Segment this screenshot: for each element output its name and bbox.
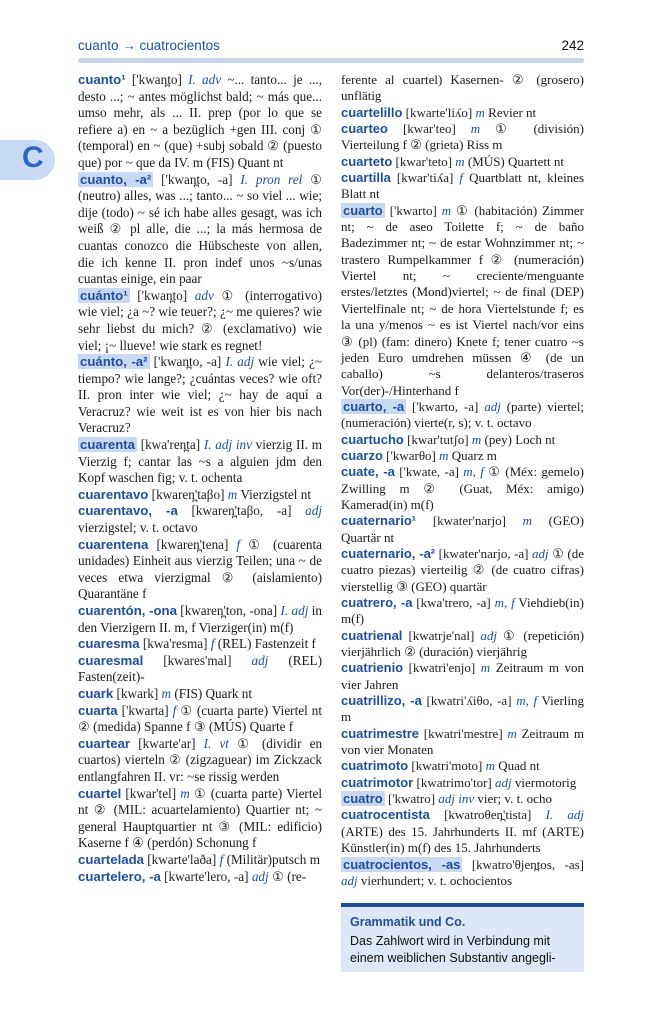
entry-definition: ① (cuarta parte) Viertel nt ② (MIL: acuartelamiento) Quartier nt; ~ general Hauptquartier nt ③ (MIL: edificio) Kaserne f ④ (perdón) Schonung f bbox=[78, 785, 323, 851]
entry-part-of-speech: adj inv bbox=[438, 791, 475, 807]
entry-part-of-speech: m, f bbox=[463, 464, 484, 480]
dictionary-entry bbox=[341, 595, 584, 628]
dictionary-entry bbox=[78, 288, 322, 354]
entry-pronunciation: [kwatri'ʎiθo, -a] bbox=[426, 693, 512, 709]
entry-part-of-speech: adj bbox=[484, 398, 501, 414]
dictionary-entry bbox=[78, 852, 322, 869]
entry-pronunciation: [kwarte'ar] bbox=[138, 735, 196, 751]
entry-pronunciation: [kwatro'θjen̪tos, -as] bbox=[471, 856, 584, 872]
entry-definition: (MÚS) Quartett nt bbox=[467, 153, 564, 169]
dictionary-entry bbox=[341, 758, 584, 774]
entry-headword: cuaresma bbox=[78, 636, 140, 652]
dictionary-entry bbox=[78, 72, 322, 172]
entry-definition: ① (Méx: gemelo) Zwilling m ② (Guat, Méx: amigo) Kamerad(in) m(f) bbox=[341, 464, 584, 512]
dictionary-entry bbox=[78, 653, 322, 686]
entry-part-of-speech: m bbox=[470, 121, 481, 137]
entry-definition: Quartblatt nt, kleines Blatt nt bbox=[341, 170, 585, 202]
entry-definition: ~... tanto... je ..., desto ...; ~ antes möglichst bald; ~ más que... umso mehr, als ... II. prep (por lo que se refiere a) en ~ a bezüglich +gen III. conj ① (temporal) en ~ (que) +subj sobald ② (puesto que) por ~ que da IV. m (FIS) Quant nt bbox=[78, 72, 323, 170]
dictionary-entry bbox=[78, 603, 322, 636]
running-head: cuanto → cuatrocientos bbox=[78, 38, 220, 53]
dictionary-entry bbox=[341, 432, 584, 448]
entry-definition: (Militär)putsch m bbox=[226, 851, 320, 867]
entry-part-of-speech: m bbox=[180, 785, 190, 801]
dictionary-entry bbox=[341, 775, 584, 791]
entry-pronunciation: ['kwan̪to] bbox=[131, 72, 182, 87]
dictionary-entry bbox=[78, 503, 322, 536]
entry-pronunciation: ['kwarto, -a] bbox=[412, 398, 479, 414]
entry-pronunciation: [kwarte'lero, -a] bbox=[164, 868, 249, 884]
entry-headword: cuate, -a bbox=[341, 464, 395, 480]
entry-definition: vier; v. t. ocho bbox=[477, 791, 552, 807]
dictionary-column-right bbox=[341, 72, 584, 889]
entry-headword: cuartelero, -a bbox=[78, 868, 161, 884]
entry-pronunciation: [kwar'teto] bbox=[395, 153, 453, 169]
entry-part-of-speech: I. adj bbox=[280, 603, 309, 618]
entry-definition: ferente al cuartel) Kasernen- ② (grosero) unflätig bbox=[341, 72, 584, 104]
entry-part-of-speech: m bbox=[475, 104, 485, 120]
entry-pronunciation: [kwa'ren̪ta] bbox=[140, 437, 201, 453]
page-number: 242 bbox=[561, 38, 584, 53]
entry-pronunciation: [kwaren̪'taβo] bbox=[151, 486, 225, 502]
entry-definition: wie viel; ¿~ tiempo? wie lange?; ¿cuántas veces? wie oft? II. pron inter wie viel; ¿~ hay de aquí a Veracruz? wie weit ist es von hier bis nach Veracruz? bbox=[78, 354, 323, 436]
entry-definition: in den Vierzigern II. m, f Vierziger(in) m(f) bbox=[78, 603, 323, 635]
entry-definition: (ARTE) des 15. Jahrhunderts II. mf (ARTE) Künstler(in) m(f) des 15. Jahrhunderts bbox=[341, 823, 584, 856]
entry-pronunciation: [kwatroθen̪'tista] bbox=[444, 807, 532, 823]
dictionary-column-left bbox=[78, 72, 322, 885]
entry-headword: cuarentavo bbox=[78, 486, 149, 502]
dictionary-entry bbox=[341, 693, 584, 726]
entry-headword: cuartelada bbox=[78, 851, 144, 867]
entry-part-of-speech: I. adj bbox=[225, 354, 255, 370]
entry-pronunciation: [kwar'tiʎa] bbox=[396, 170, 454, 186]
entry-part-of-speech: f bbox=[219, 851, 224, 867]
entry-pronunciation: ['kwate, -a] bbox=[399, 464, 459, 480]
entry-headword: cuaternario, -a² bbox=[341, 545, 436, 561]
entry-pronunciation: [kwares'mal] bbox=[163, 652, 232, 668]
entry-headword: cuaresmal bbox=[78, 652, 144, 668]
entry-definition: Zeitraum m von vier Monaten bbox=[341, 725, 585, 758]
entry-part-of-speech: m bbox=[441, 202, 452, 218]
entry-definition: ① (interrogativo) wie viel; ¿a ~? wie teuer?; ¿~ me quieres? wie sehr liebst du mich? ② (exclamativo) wie viel; ¡~ llueve! wie stark es regnet! bbox=[78, 287, 323, 353]
entry-part-of-speech: m bbox=[480, 660, 491, 676]
entry-pronunciation: [kwaren̪'taβo, -a] bbox=[191, 503, 292, 519]
entry-definition: ① (de cuatro piezas) vierteilig ② (de cuatro cifras) vierstellig ③ (GEO) quartär bbox=[341, 545, 585, 594]
entry-pronunciation: ['kwan̪to] bbox=[137, 287, 188, 303]
entry-headword: cuarto bbox=[343, 202, 383, 218]
grammar-info-box bbox=[341, 903, 584, 972]
entry-part-of-speech: I. vt bbox=[203, 735, 229, 751]
entry-part-of-speech: adj bbox=[480, 627, 497, 643]
entry-part-of-speech: I. adj inv bbox=[203, 437, 252, 453]
entry-definition: ① (repetición) vierjährlich ② (duración) vierjährig bbox=[341, 627, 585, 660]
entry-definition: Revier nt bbox=[488, 104, 537, 120]
entry-pronunciation: [kwatri'moto] bbox=[411, 758, 483, 774]
entry-definition: Zeitraum m von vier Jahren bbox=[341, 660, 585, 692]
entry-definition: (REL) Fastenzeit f bbox=[217, 636, 316, 652]
entry-definition: Vierling m bbox=[341, 693, 585, 725]
entry-headword: cuatrocientos, -as bbox=[343, 856, 461, 872]
entry-definition: vierzig II. m Vierzig f; cantar las ~s a alguien jdm den Kopf waschen fig; v. t. ochenta bbox=[78, 437, 323, 486]
entry-definition: viermotorig bbox=[514, 774, 577, 790]
dictionary-entry bbox=[341, 513, 584, 546]
entry-part-of-speech: adj bbox=[531, 545, 549, 561]
entry-headword: cuatrocentista bbox=[341, 807, 430, 823]
dictionary-entry bbox=[341, 399, 584, 432]
entry-part-of-speech: adj bbox=[251, 868, 269, 884]
entry-pronunciation: [kwatri'enjo] bbox=[408, 660, 476, 676]
entry-headword: cuarta bbox=[78, 702, 118, 718]
dictionary-entry bbox=[78, 703, 322, 736]
entry-headword: cuatrienio bbox=[341, 660, 404, 676]
entry-definition: vierzigstel; v. t. octavo bbox=[78, 520, 198, 536]
entry-definition: (GEO) Quartär nt bbox=[341, 513, 585, 545]
entry-part-of-speech: adj bbox=[251, 652, 269, 668]
entry-definition: vierhundert; v. t. ochocientos bbox=[360, 872, 513, 888]
entry-pronunciation: [kwar'teo] bbox=[402, 121, 456, 137]
entry-definition: ① (cuarta parte) Viertel nt ② (medida) Spanne f ③ (MÚS) Quarte f bbox=[78, 702, 323, 735]
dictionary-entry bbox=[341, 807, 584, 856]
entry-part-of-speech: m bbox=[522, 513, 532, 529]
entry-headword: cuanto¹ bbox=[78, 72, 126, 87]
entry-pronunciation: ['kwan̪to, -a] bbox=[153, 354, 222, 370]
entry-definition: Quad nt bbox=[498, 758, 540, 774]
entry-headword: cuánto¹ bbox=[80, 287, 128, 303]
entry-part-of-speech: adj bbox=[495, 774, 512, 790]
entry-definition: ① (habitación) Zimmer nt; ~ de aseo Toilette f; ~ de baño Badezimmer nt; ~ de estar Wohnzimmer nt; ~ trastero Rumpelkammer f ② (numeración) Viertel nt; ~ creciente/menguante erstes/letztes (Mond)viertel; ~ de final (DEP) Viertelfinale nt; ~ de hora Viertelstunde f; es la una y/menos ~ es ist Viertel nach/vor eins ③ (pl) (fam: dinero) Knete f; tener cuatro ~s jeden Euro umdrehen müssen ④ (de un caballo) ~s delanteros/traseros Vor(der)-/Hinterhand f bbox=[341, 202, 585, 398]
entry-pronunciation: [kwaren̪'ton, -ona] bbox=[180, 603, 278, 618]
running-header bbox=[78, 38, 584, 56]
entry-pronunciation: ['kwatro] bbox=[387, 791, 436, 807]
entry-part-of-speech: I. adv bbox=[188, 72, 222, 87]
entry-headword: cuartucho bbox=[341, 431, 404, 447]
entry-pronunciation: [kwa'resma] bbox=[142, 636, 208, 652]
dictionary-entry bbox=[341, 464, 584, 513]
dictionary-entry bbox=[78, 736, 322, 786]
entry-definition: ① (cuarenta unidades) Einheit aus vierzig Teilen; una ~ de veces etwa vierzigmal ② (aislamiento) Quarantäne f bbox=[78, 536, 323, 602]
entry-headword: cuarentón, -ona bbox=[78, 603, 177, 618]
entry-part-of-speech: m bbox=[439, 447, 449, 463]
entry-definition: (REL) Fasten(zeit)- bbox=[78, 652, 323, 685]
dictionary-entry bbox=[341, 857, 584, 890]
entry-pronunciation: [kwater'narjo] bbox=[432, 513, 506, 529]
entry-headword: cuartear bbox=[78, 735, 131, 751]
entry-headword: cuarto, -a bbox=[343, 398, 405, 414]
entry-headword: cuartilla bbox=[341, 170, 391, 186]
dictionary-entry bbox=[341, 105, 584, 121]
entry-pronunciation: [kwar'tutʃo] bbox=[407, 431, 469, 447]
entry-definition: ① (dividir en cuartos) vierteln ② (zigzaguear) im Zickzack entlangfahren II. vr: ~se rissig werden bbox=[78, 735, 323, 784]
grammar-box-title: Grammatik und Co. bbox=[350, 915, 466, 929]
entry-pronunciation: ['kwan̪to, -a] bbox=[161, 171, 233, 187]
entry-headword: cuarzo bbox=[341, 447, 383, 463]
dictionary-entry bbox=[341, 660, 584, 693]
entry-pronunciation: [kwatrimo'tor] bbox=[416, 774, 492, 790]
entry-part-of-speech: f bbox=[459, 170, 464, 186]
entry-part-of-speech: m bbox=[227, 486, 238, 502]
entry-pronunciation: ['kwarto] bbox=[389, 202, 437, 218]
entry-part-of-speech: I. pron rel bbox=[240, 171, 303, 187]
dictionary-entry bbox=[341, 448, 584, 464]
entry-definition: Quarz m bbox=[451, 447, 497, 463]
dictionary-entry bbox=[78, 636, 322, 653]
entry-headword: cuarentena bbox=[78, 536, 149, 552]
dictionary-entry bbox=[78, 487, 322, 504]
entry-part-of-speech: m bbox=[455, 153, 465, 169]
entry-part-of-speech: f bbox=[236, 536, 241, 552]
entry-pronunciation: [kwarte'liʎo] bbox=[405, 104, 473, 120]
entry-definition: (pey) Loch nt bbox=[484, 431, 556, 447]
entry-part-of-speech: m bbox=[471, 431, 482, 447]
entry-definition: ① (división) Vierteilung f ② (grieta) Riss m bbox=[341, 121, 585, 153]
entry-part-of-speech: I. adj bbox=[545, 807, 584, 823]
entry-pronunciation: ['kwarta] bbox=[121, 702, 169, 718]
entry-part-of-speech: f bbox=[172, 702, 177, 718]
dictionary-entry bbox=[78, 786, 322, 852]
entry-pronunciation: [kwatri'mestre] bbox=[423, 725, 503, 741]
thumb-index-letter: C bbox=[22, 141, 44, 174]
entry-headword: cuartelillo bbox=[341, 104, 403, 120]
entry-headword: cuatrimestre bbox=[341, 725, 420, 741]
dictionary-entry bbox=[341, 203, 584, 399]
entry-part-of-speech: m, f bbox=[516, 693, 538, 709]
entry-headword: cuark bbox=[78, 685, 114, 701]
entry-definition: Viehdieb(in) m(f) bbox=[341, 595, 585, 627]
entry-pronunciation: [kwa'trero, -a] bbox=[416, 595, 491, 610]
entry-pronunciation: [kwaren̪'tena] bbox=[156, 536, 229, 552]
entry-headword: cuatrienal bbox=[341, 627, 403, 643]
dictionary-entry bbox=[341, 726, 584, 759]
entry-headword: cuatrillizo, -a bbox=[341, 693, 422, 709]
dictionary-entry bbox=[78, 537, 322, 603]
dictionary-entry bbox=[341, 154, 584, 170]
grammar-box-text: Das Zahlwort wird in Verbindung mit einem weiblichen Substantiv angegli- bbox=[350, 934, 556, 965]
entry-headword: cuaternario¹ bbox=[341, 513, 417, 529]
entry-pronunciation: [kwarte'laða] bbox=[147, 851, 217, 867]
entry-pronunciation: [kwater'narjo, -a] bbox=[438, 545, 529, 561]
entry-headword: cuarentavo, -a bbox=[78, 503, 178, 519]
entry-pronunciation: ['kwarθo] bbox=[386, 447, 436, 463]
entry-definition: ① (re- bbox=[271, 868, 307, 884]
dictionary-entry bbox=[78, 354, 322, 437]
dictionary-entry bbox=[78, 437, 322, 487]
dictionary-entry bbox=[341, 791, 584, 807]
entry-headword: cuarteo bbox=[341, 121, 388, 137]
header-rule bbox=[78, 58, 584, 63]
entry-pronunciation: [kwar'tel] bbox=[125, 785, 177, 801]
dictionary-entry bbox=[341, 546, 584, 595]
entry-headword: cuatrimoto bbox=[341, 758, 409, 774]
entry-part-of-speech: m, f bbox=[494, 595, 515, 610]
dictionary-entry bbox=[341, 72, 584, 105]
dictionary-entry bbox=[341, 628, 584, 661]
entry-headword: cuarenta bbox=[80, 437, 135, 453]
entry-definition: ① (neutro) alles, was ...; tanto... ~ so viel ... wie; dije (todo) ~ sé ich habe alles gesagt, was ich weiß ② pl alle, die ...; la más hermosa de cuantas conozco die Hübscheste von allen, die ich kenne II. pron indef unos ~s/unas cuantas einige, ein paar bbox=[78, 171, 323, 287]
entry-part-of-speech: m bbox=[507, 725, 517, 741]
entry-headword: cuartel bbox=[78, 785, 122, 801]
entry-part-of-speech: adj bbox=[341, 872, 358, 888]
entry-pronunciation: [kwark] bbox=[116, 685, 159, 701]
dictionary-entry bbox=[78, 869, 322, 886]
entry-part-of-speech: m bbox=[485, 758, 495, 774]
entry-part-of-speech: adj bbox=[305, 503, 322, 519]
entry-pronunciation: [kwatrje'nal] bbox=[408, 627, 475, 643]
entry-part-of-speech: m bbox=[161, 685, 172, 701]
entry-headword: cuanto, -a² bbox=[80, 171, 152, 187]
entry-definition: (parte) viertel; (numeración) vierte(r, s); v. t. octavo bbox=[341, 398, 585, 431]
entry-definition: Vierzigstel nt bbox=[240, 486, 311, 502]
dictionary-entry bbox=[341, 170, 584, 203]
entry-headword: cuatrero, -a bbox=[341, 595, 413, 610]
entry-part-of-speech: adv bbox=[194, 287, 214, 303]
entry-part-of-speech: f bbox=[210, 636, 215, 652]
entry-headword: cuatrimotor bbox=[341, 774, 414, 790]
dictionary-entry bbox=[341, 121, 584, 154]
entry-definition: (FIS) Quark nt bbox=[174, 685, 253, 701]
entry-headword: cuarteto bbox=[341, 153, 393, 169]
entry-headword: cuatro bbox=[343, 791, 383, 807]
entry-headword: cuánto, -a² bbox=[80, 354, 148, 370]
dictionary-entry bbox=[78, 686, 322, 703]
dictionary-entry bbox=[78, 172, 322, 288]
